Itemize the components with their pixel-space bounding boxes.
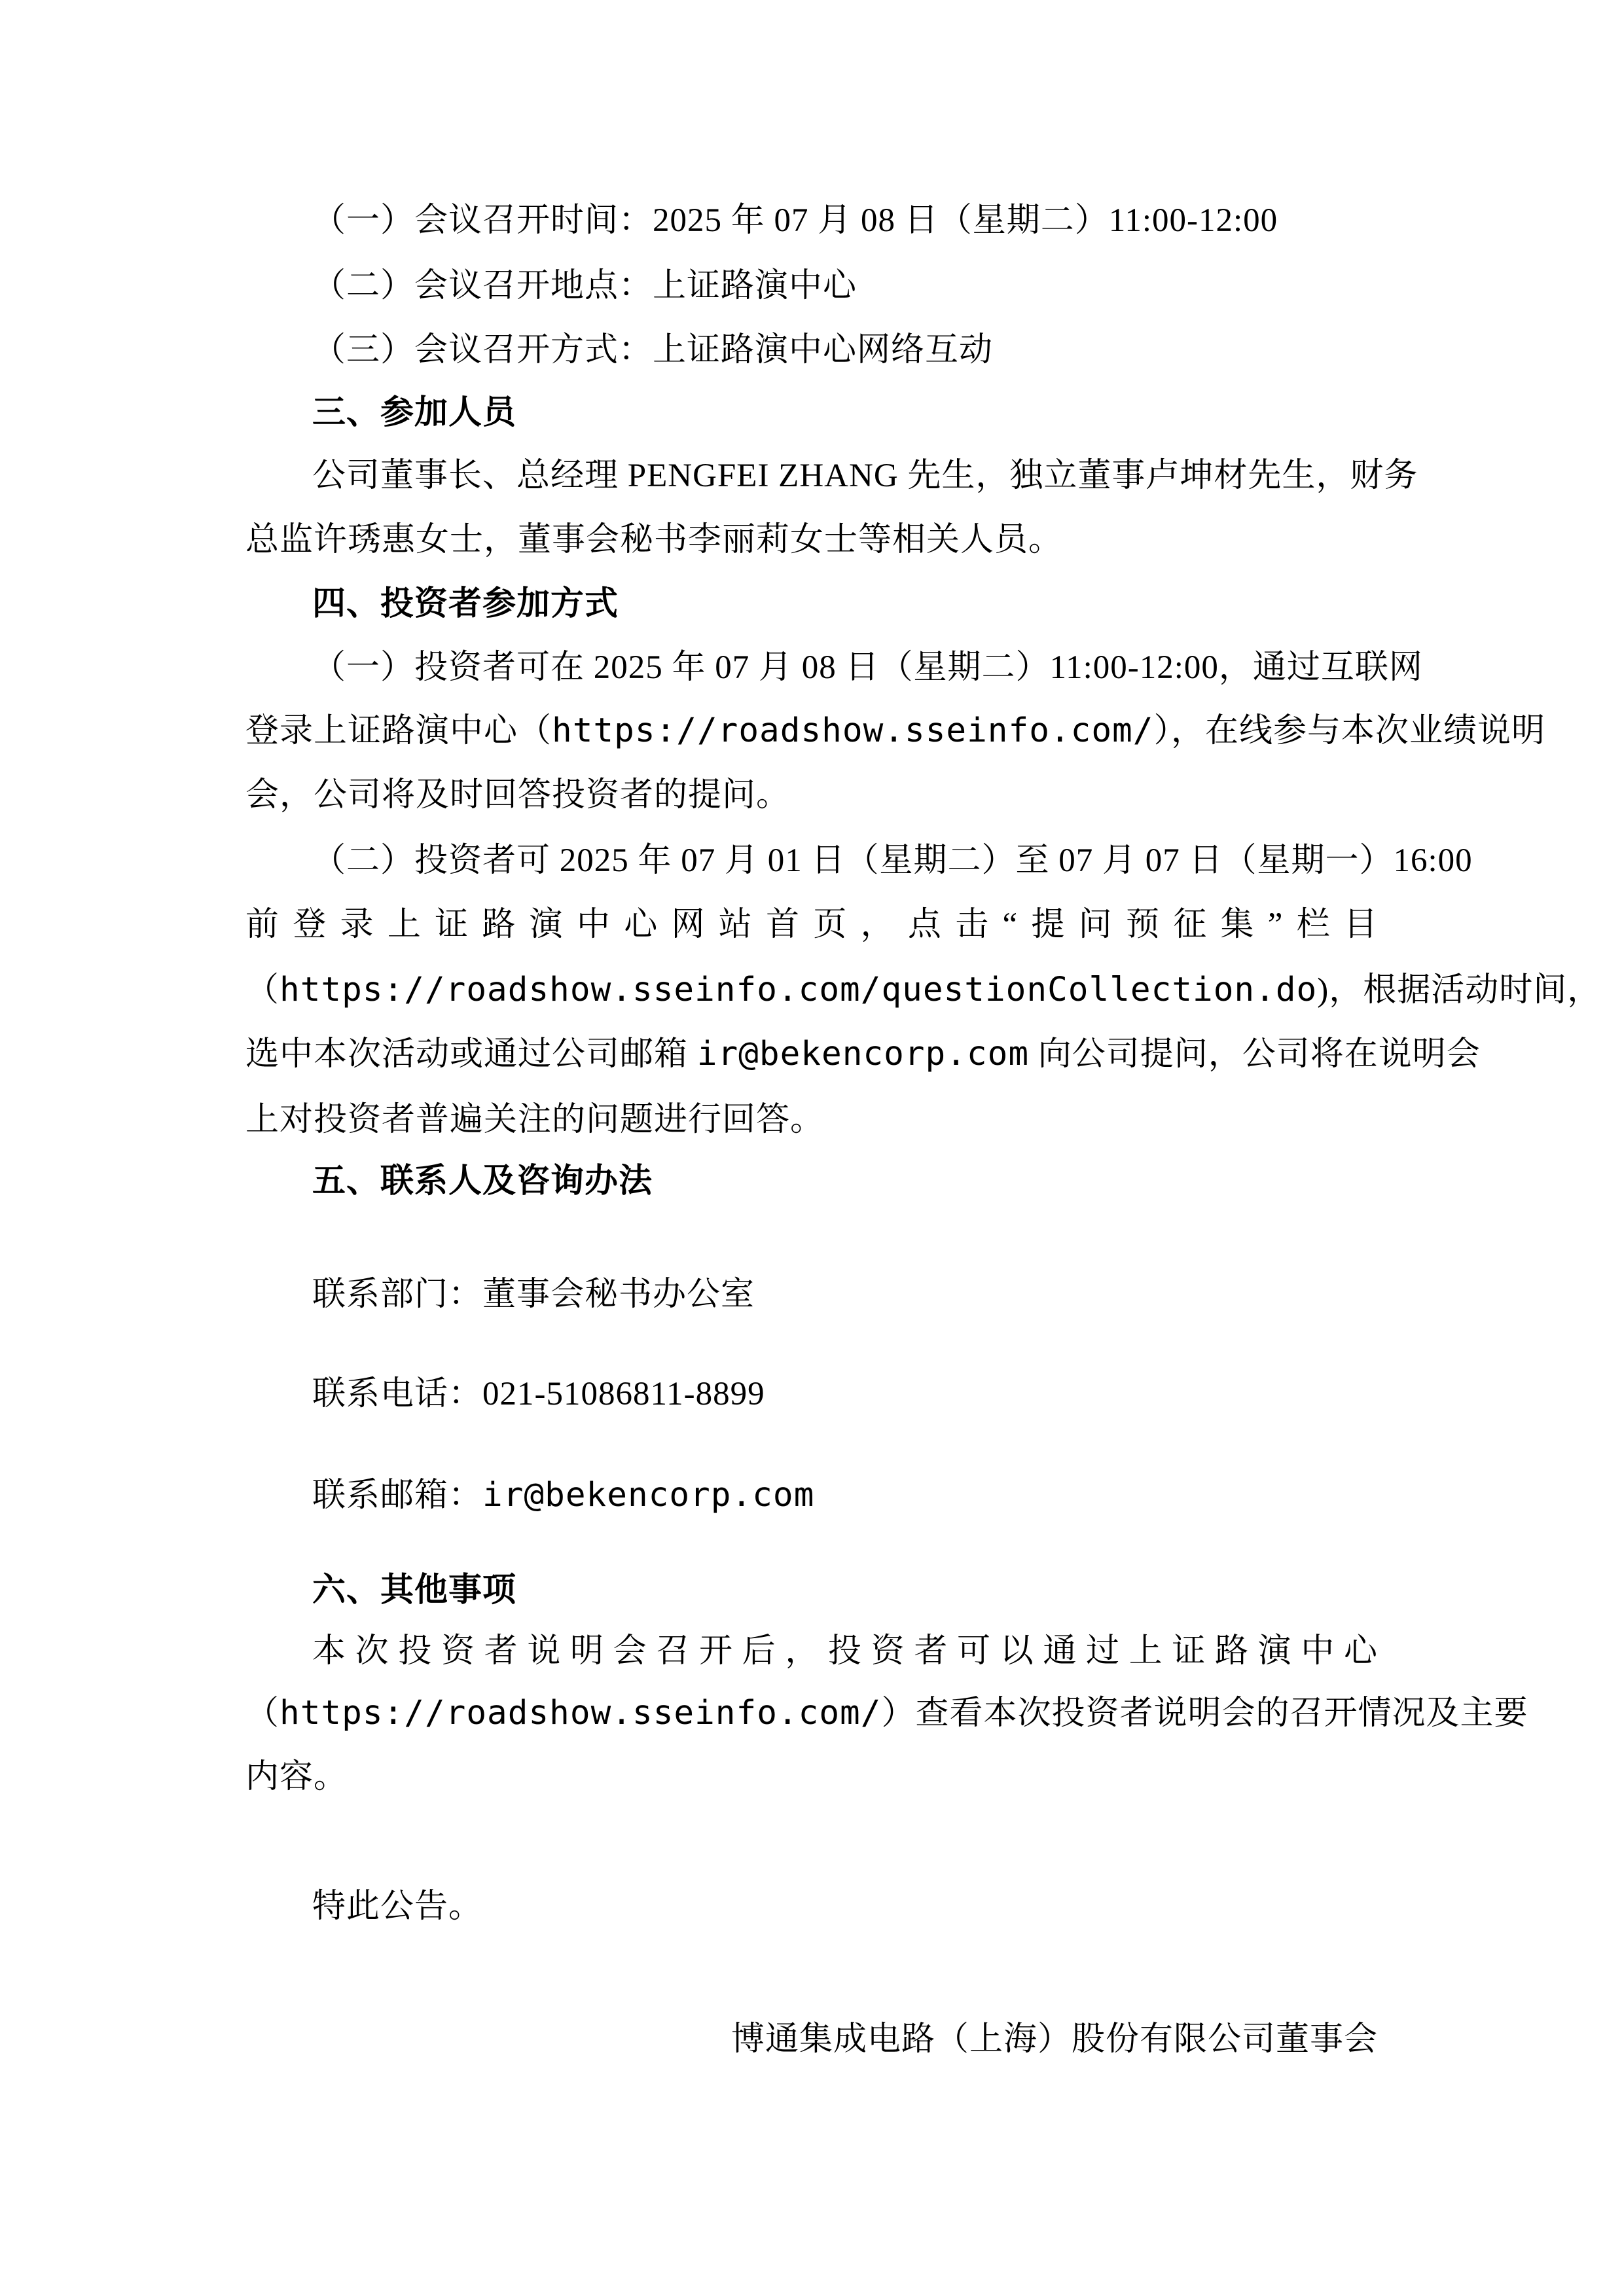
text-segment: 六、其他事项	[312, 1572, 517, 1609]
participation-2-line-2	[245, 905, 1378, 944]
other-matters-line-2	[245, 1694, 1528, 1733]
text-segment: 内容。	[245, 1759, 348, 1795]
text-segment: 公司董事长、总经理 PENGFEI ZHANG 先生，独立董事卢坤材先生，财务	[312, 457, 1418, 494]
company-email: ir@bekencorp.com	[696, 1035, 1030, 1073]
meeting-method-line	[245, 331, 1378, 370]
participation-1-line-3	[245, 776, 1378, 815]
participation-2-line-1	[245, 841, 1473, 880]
text-segment: 前登录上证路演中心网站首页，点击“提问预征集”栏目	[245, 906, 1378, 943]
text-segment: 上对投资者普遍关注的问题进行回答。	[245, 1102, 825, 1138]
participation-1-line-1	[245, 648, 1423, 687]
text-segment: 三、参加人员	[312, 395, 517, 431]
closing-line	[245, 1887, 1378, 1926]
contact-department-line	[245, 1275, 1378, 1314]
participation-2-line-5	[245, 1100, 1378, 1139]
text-segment: )，根据活动时间，	[1317, 972, 1602, 1009]
text-segment: 选中本次活动或通过公司邮箱	[245, 1036, 697, 1073]
text-segment: （一）投资者可在 2025 年 07 月 08 日（星期二）11:00-12:00，通过互联网	[312, 649, 1423, 686]
signature-line	[245, 2020, 1378, 2059]
text-segment: 联系部门：董事会秘书办公室	[312, 1276, 755, 1313]
other-matters-line-3	[245, 1757, 1378, 1797]
text-segment: 四、投资者参加方式	[312, 586, 619, 622]
participants-line-1	[245, 456, 1418, 495]
meeting-time-line	[245, 201, 1378, 240]
text-segment: 特此公告。	[312, 1888, 483, 1925]
contact-email-value: ir@bekencorp.com	[482, 1476, 815, 1515]
participation-2-line-3	[245, 971, 1602, 1010]
text-segment: （二）投资者可 2025 年 07 月 01 日（星期二）至 07 月 07 日（星期一）16:00	[312, 842, 1473, 879]
participation-1-line-2	[245, 711, 1545, 751]
text-segment: （一）会议召开时间：2025 年 07 月 08 日（星期二）11:00-12:00	[312, 202, 1278, 239]
text-segment: 本次投资者说明会召开后，投资者可以通过上证路演中心	[312, 1633, 1378, 1670]
text-segment: 向公司提问，公司将在说明会	[1029, 1036, 1481, 1073]
participants-line-2	[245, 520, 1378, 560]
roadshow-url-2: https://roadshow.sseinfo.com/	[280, 1694, 882, 1732]
contact-phone-line	[245, 1374, 1378, 1414]
meeting-place-line	[245, 266, 1378, 306]
heading-participants	[245, 393, 1378, 433]
text-segment: 五、联系人及咨询办法	[312, 1163, 653, 1200]
heading-contact	[245, 1162, 1378, 1201]
text-segment: （	[245, 1695, 280, 1732]
text-segment: ），在线参与本次业绩说明	[1153, 713, 1545, 749]
text-segment: ）查看本次投资者说明会的召开情况及主要	[881, 1695, 1528, 1732]
heading-investor-participation	[245, 584, 1378, 624]
text-segment: （	[245, 972, 280, 1009]
participation-2-line-4	[245, 1035, 1481, 1074]
text-segment: 联系电话：021-51086811-8899	[312, 1376, 765, 1412]
roadshow-url: https://roadshow.sseinfo.com/	[552, 711, 1154, 750]
text-segment: 联系邮箱：	[312, 1477, 483, 1514]
heading-other-matters	[245, 1571, 1378, 1610]
other-matters-line-1	[245, 1632, 1378, 1671]
text-segment: 登录上证路演中心（	[245, 713, 552, 749]
question-collection-url: https://roadshow.sseinfo.com/questionCollection.do	[280, 971, 1318, 1009]
contact-email-line	[245, 1476, 1378, 1515]
text-segment: （二）会议召开地点：上证路演中心	[312, 268, 857, 304]
text-segment: 会，公司将及时回答投资者的提问。	[245, 777, 791, 814]
text-segment: 总监许琇惠女士，董事会秘书李丽莉女士等相关人员。	[245, 522, 1063, 558]
text-segment: 博通集成电路（上海）股份有限公司董事会	[731, 2021, 1378, 2058]
text-segment: （三）会议召开方式：上证路演中心网络互动	[312, 332, 994, 368]
